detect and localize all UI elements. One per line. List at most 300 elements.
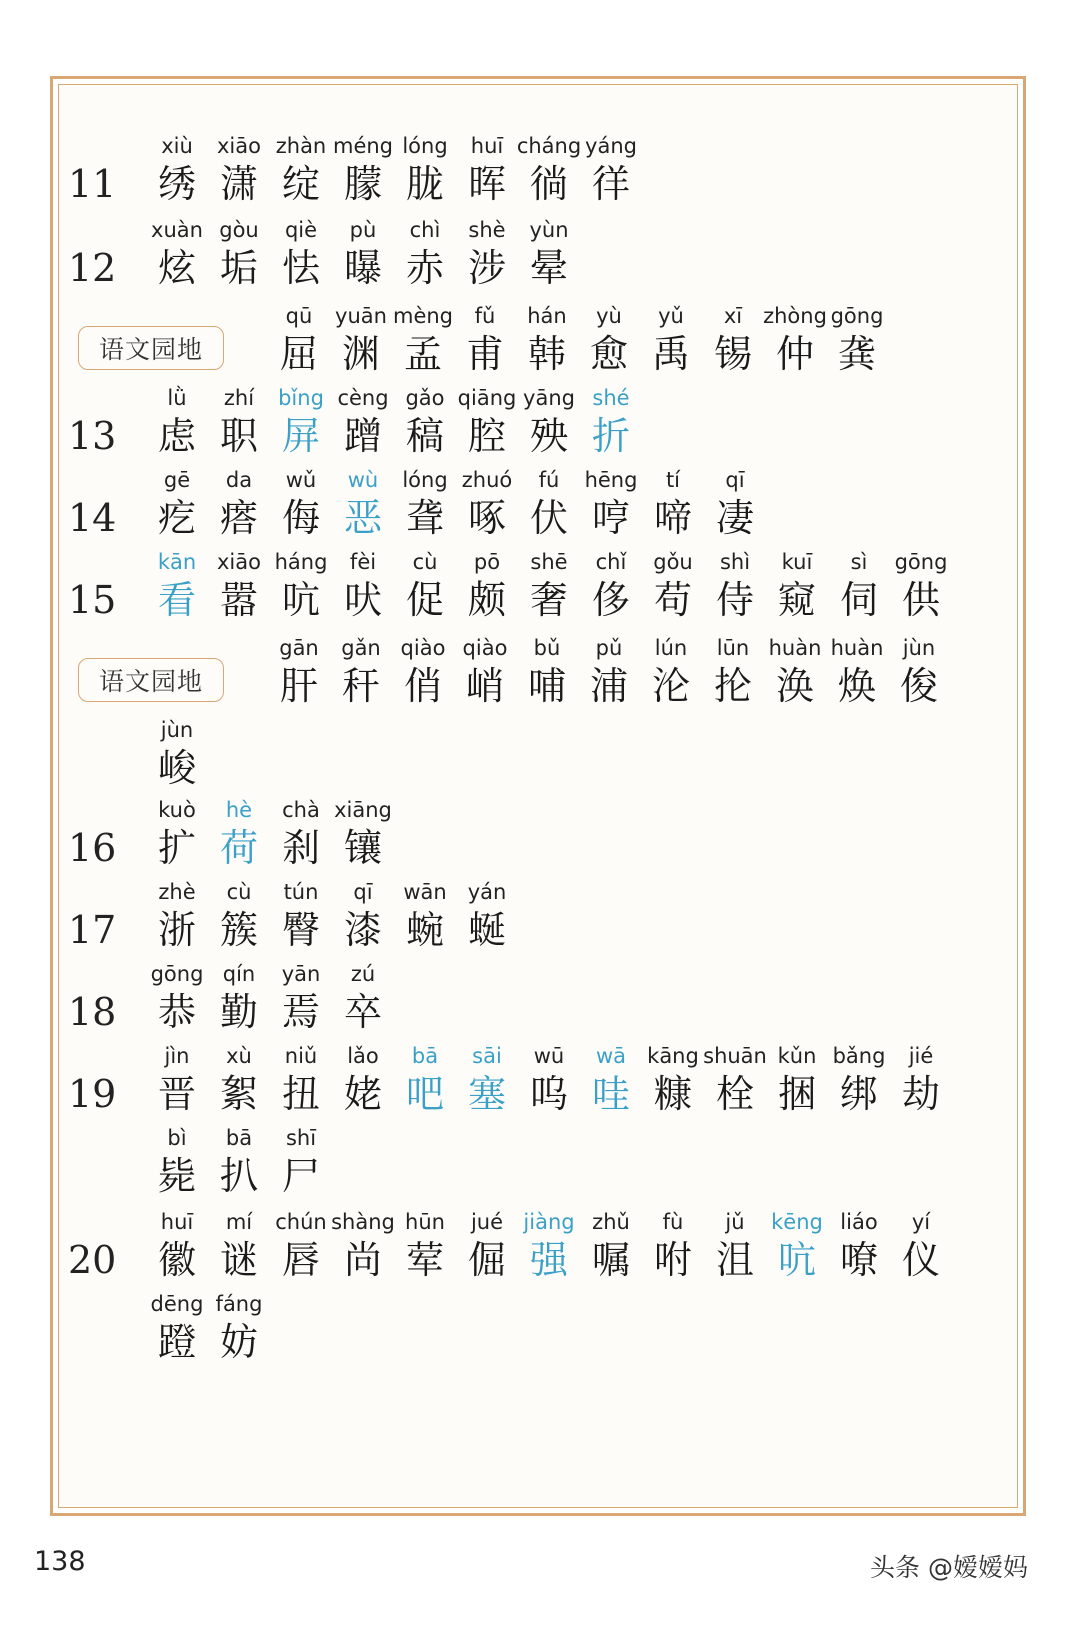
vocab-char	[206, 1208, 272, 1282]
pinyin: zhè	[158, 880, 196, 904]
pinyin: da	[225, 468, 253, 492]
pinyin: qī	[725, 468, 745, 492]
hanzi: 垢	[219, 246, 258, 290]
vocab-char	[826, 1208, 892, 1282]
vocab-char	[886, 634, 952, 708]
vocab-char	[392, 384, 458, 458]
pinyin: méng	[332, 134, 394, 158]
pinyin: hán	[527, 304, 567, 328]
pinyin: gē	[163, 468, 191, 492]
pinyin: qiào	[462, 636, 508, 660]
lesson-number: 11	[68, 162, 117, 206]
vocab-row	[0, 466, 1080, 540]
pinyin: xiāo	[217, 134, 261, 158]
hanzi: 徜	[529, 162, 568, 206]
hanzi: 晖	[467, 162, 506, 206]
vocab-char	[452, 302, 518, 376]
hanzi: 嚣	[219, 578, 258, 622]
lesson-number: 15	[68, 578, 117, 622]
vocab-char	[826, 548, 892, 622]
pinyin: kēng	[771, 1210, 823, 1234]
vocab-char	[144, 384, 210, 458]
lesson-number: 19	[68, 1072, 117, 1116]
pinyin: yán	[467, 880, 507, 904]
pinyin: yí	[911, 1210, 931, 1234]
pinyin: lún	[654, 636, 688, 660]
hanzi: 峭	[465, 664, 504, 708]
pinyin: gǒu	[653, 550, 693, 574]
pinyin: cù	[412, 550, 438, 574]
vocab-char-highlighted	[330, 466, 396, 540]
pinyin: shàng	[331, 1210, 395, 1234]
hanzi: 沦	[651, 664, 690, 708]
vocab-char	[454, 878, 520, 952]
vocab-char	[392, 878, 458, 952]
vocab-row	[0, 796, 1080, 870]
vocab-char	[640, 548, 706, 622]
pinyin: niǔ	[284, 1044, 318, 1068]
pinyin: bā	[411, 1044, 439, 1068]
vocab-char	[268, 216, 334, 290]
lesson-number: 14	[68, 496, 117, 540]
hanzi: 浙	[157, 908, 196, 952]
hanzi: 虑	[157, 414, 196, 458]
hanzi: 龚	[837, 332, 876, 376]
pinyin: huī	[470, 134, 504, 158]
vocab-char	[144, 216, 210, 290]
hanzi: 俏	[403, 664, 442, 708]
pinyin: sì	[850, 550, 868, 574]
pinyin: jué	[470, 1210, 504, 1234]
hanzi: 潇	[219, 162, 258, 206]
hanzi: 绑	[839, 1072, 878, 1116]
pinyin: kǔn	[777, 1044, 817, 1068]
pinyin: zhí	[223, 386, 255, 410]
vocab-row	[0, 548, 1080, 622]
vocab-char	[514, 302, 580, 376]
pinyin: wān	[403, 880, 447, 904]
vocab-char	[268, 1124, 334, 1198]
vocab-char-highlighted	[268, 384, 334, 458]
pinyin: fèi	[349, 550, 377, 574]
hanzi: 徽	[157, 1238, 196, 1282]
hanzi: 腔	[467, 414, 506, 458]
hanzi: 徉	[591, 162, 630, 206]
hanzi: 苟	[653, 578, 692, 622]
pinyin: cù	[226, 880, 252, 904]
hanzi: 蹭	[343, 414, 382, 458]
vocab-char	[702, 1208, 768, 1282]
hanzi: 啄	[467, 496, 506, 540]
vocab-char	[144, 1124, 210, 1198]
hanzi: 糠	[653, 1072, 692, 1116]
hanzi: 嘹	[839, 1238, 878, 1282]
hanzi: 秆	[341, 664, 380, 708]
hanzi: 尸	[281, 1154, 320, 1198]
hanzi: 焉	[281, 990, 320, 1034]
hanzi: 奢	[529, 578, 568, 622]
pinyin: shē	[530, 550, 568, 574]
vocab-char	[206, 1042, 272, 1116]
vocab-char	[454, 548, 520, 622]
hanzi: 卒	[343, 990, 382, 1034]
hanzi: 聋	[405, 496, 444, 540]
vocab-char	[206, 960, 272, 1034]
vocab-char	[268, 796, 334, 870]
pinyin: gān	[279, 636, 319, 660]
hanzi: 毙	[157, 1154, 196, 1198]
hanzi: 荷	[219, 826, 258, 870]
vocab-char	[452, 634, 518, 708]
vocab-char	[576, 302, 642, 376]
vocab-char	[578, 466, 644, 540]
hanzi: 栓	[715, 1072, 754, 1116]
pinyin: yáng	[585, 134, 637, 158]
hanzi: 涉	[467, 246, 506, 290]
hanzi: 韩	[527, 332, 566, 376]
hanzi: 折	[591, 414, 630, 458]
hanzi: 瘩	[219, 496, 258, 540]
pinyin: yuān	[335, 304, 387, 328]
vocab-char	[824, 634, 890, 708]
lesson-number: 17	[68, 908, 117, 952]
vocab-char	[330, 216, 396, 290]
hanzi: 劫	[901, 1072, 940, 1116]
vocab-char	[700, 302, 766, 376]
vocab-char	[516, 384, 582, 458]
vocab-char	[330, 384, 396, 458]
hanzi: 尚	[343, 1238, 382, 1282]
hanzi: 仲	[775, 332, 814, 376]
vocab-char	[888, 1042, 954, 1116]
hanzi: 晋	[157, 1072, 196, 1116]
pinyin: yù	[596, 304, 622, 328]
hanzi: 侈	[591, 578, 630, 622]
hanzi: 哼	[591, 496, 630, 540]
pinyin: tún	[283, 880, 319, 904]
pinyin: kāng	[647, 1044, 699, 1068]
vocab-char	[826, 1042, 892, 1116]
vocab-char	[144, 1042, 210, 1116]
vocab-char	[268, 132, 334, 206]
vocab-char	[516, 466, 582, 540]
pinyin: kuò	[158, 798, 196, 822]
vocab-char	[576, 634, 642, 708]
vocab-char-highlighted	[392, 1042, 458, 1116]
vocab-row	[0, 1124, 1080, 1198]
hanzi: 呜	[529, 1072, 568, 1116]
pinyin: shì	[719, 550, 751, 574]
pinyin: huàn	[830, 636, 884, 660]
hanzi: 勤	[219, 990, 258, 1034]
vocab-row	[0, 716, 1080, 790]
hanzi: 朦	[343, 162, 382, 206]
hanzi: 赤	[405, 246, 444, 290]
hanzi: 倔	[467, 1238, 506, 1282]
pinyin: yùn	[529, 218, 569, 242]
vocab-char	[702, 1042, 768, 1116]
hanzi: 看	[157, 578, 196, 622]
vocab-row	[0, 960, 1080, 1034]
pinyin: mèng	[392, 304, 454, 328]
pinyin: lūn	[716, 636, 750, 660]
pinyin: gǎn	[341, 636, 381, 660]
hanzi: 抡	[713, 664, 752, 708]
vocab-char	[206, 1290, 272, 1364]
vocab-char	[268, 548, 334, 622]
hanzi: 荤	[405, 1238, 444, 1282]
vocab-row	[0, 1208, 1080, 1282]
vocab-char	[144, 132, 210, 206]
hanzi: 漆	[343, 908, 382, 952]
vocab-char	[392, 132, 458, 206]
hanzi: 啼	[653, 496, 692, 540]
hanzi: 胧	[405, 162, 444, 206]
vocab-char	[330, 878, 396, 952]
pinyin: qū	[285, 304, 313, 328]
hanzi: 肝	[279, 664, 318, 708]
hanzi: 绽	[281, 162, 320, 206]
pinyin: bì	[167, 1126, 187, 1150]
pinyin: chún	[275, 1210, 327, 1234]
hanzi: 炫	[157, 246, 196, 290]
vocab-char	[266, 302, 332, 376]
vocab-char	[268, 878, 334, 952]
vocab-row	[0, 132, 1080, 206]
pinyin: gōng	[150, 962, 204, 986]
hanzi: 妨	[219, 1320, 258, 1364]
vocab-char	[390, 634, 456, 708]
hanzi: 哺	[527, 664, 566, 708]
vocab-char-highlighted	[516, 1208, 582, 1282]
vocab-char	[268, 1208, 334, 1282]
pinyin: liáo	[840, 1210, 878, 1234]
hanzi: 曝	[343, 246, 382, 290]
pinyin: yān	[281, 962, 321, 986]
vocab-char	[144, 960, 210, 1034]
vocab-char	[888, 548, 954, 622]
hanzi: 窥	[777, 578, 816, 622]
hanzi: 蹬	[157, 1320, 196, 1364]
pinyin: jié	[908, 1044, 934, 1068]
pinyin: jùn	[160, 718, 194, 742]
hanzi: 捆	[777, 1072, 816, 1116]
vocab-char	[330, 132, 396, 206]
vocab-char	[144, 466, 210, 540]
pinyin: jǔ	[725, 1210, 745, 1234]
hanzi: 仪	[901, 1238, 940, 1282]
vocab-char	[762, 302, 828, 376]
pinyin: zhuó	[461, 468, 513, 492]
pinyin: wǔ	[285, 468, 317, 492]
hanzi: 涣	[775, 664, 814, 708]
vocab-char	[144, 878, 210, 952]
hanzi: 哇	[591, 1072, 630, 1116]
hanzi: 沮	[715, 1238, 754, 1282]
pinyin: shī	[285, 1126, 317, 1150]
pinyin: yǔ	[658, 304, 684, 328]
pinyin: zú	[350, 962, 376, 986]
pinyin: fù	[662, 1210, 684, 1234]
pinyin: bǐng	[278, 386, 324, 410]
hanzi: 扩	[157, 826, 196, 870]
pinyin: fǔ	[474, 304, 496, 328]
pinyin: jùn	[902, 636, 936, 660]
vocab-char	[824, 302, 890, 376]
hanzi: 禹	[651, 332, 690, 376]
hanzi: 吧	[405, 1072, 444, 1116]
pinyin: jìn	[164, 1044, 190, 1068]
vocab-char	[390, 302, 456, 376]
lesson-number: 13	[68, 414, 117, 458]
pinyin: mí	[225, 1210, 253, 1234]
vocab-char	[762, 634, 828, 708]
hanzi: 凄	[715, 496, 754, 540]
vocab-char-highlighted	[578, 1042, 644, 1116]
vocab-char	[268, 466, 334, 540]
pinyin: zhòng	[763, 304, 827, 328]
hanzi: 殃	[529, 414, 568, 458]
vocab-char	[888, 1208, 954, 1282]
pinyin: zhǔ	[592, 1210, 630, 1234]
pinyin: qiè	[284, 218, 318, 242]
hanzi: 稿	[405, 414, 444, 458]
vocab-char-highlighted	[454, 1042, 520, 1116]
pinyin: huàn	[768, 636, 822, 660]
vocab-char	[702, 466, 768, 540]
hanzi: 吠	[343, 578, 382, 622]
vocab-char	[206, 1124, 272, 1198]
hanzi: 渊	[341, 332, 380, 376]
pinyin: pǔ	[595, 636, 623, 660]
pinyin: shuān	[703, 1044, 767, 1068]
pinyin: qín	[222, 962, 256, 986]
hanzi: 侍	[715, 578, 754, 622]
pinyin: hēng	[584, 468, 638, 492]
pinyin: zhàn	[275, 134, 327, 158]
hanzi: 孟	[403, 332, 442, 376]
vocab-char	[266, 634, 332, 708]
hanzi: 屈	[279, 332, 318, 376]
vocab-char	[454, 466, 520, 540]
vocab-char	[700, 634, 766, 708]
hanzi: 蜿	[405, 908, 444, 952]
vocab-char	[144, 1290, 210, 1364]
vocab-char	[330, 1208, 396, 1282]
vocab-char	[330, 796, 396, 870]
pinyin: dēng	[150, 1292, 204, 1316]
vocab-char	[638, 302, 704, 376]
pinyin: chà	[282, 798, 320, 822]
vocab-row	[0, 216, 1080, 290]
pinyin: bǎng	[832, 1044, 886, 1068]
pinyin: huī	[160, 1210, 194, 1234]
vocab-char	[330, 960, 396, 1034]
vocab-char-highlighted	[578, 384, 644, 458]
pinyin: lǜ	[167, 386, 187, 410]
pinyin: cèng	[337, 386, 389, 410]
hanzi: 伏	[529, 496, 568, 540]
pinyin: háng	[274, 550, 328, 574]
vocab-char-highlighted	[764, 1208, 830, 1282]
pinyin: wā	[595, 1044, 627, 1068]
pinyin: pù	[349, 218, 377, 242]
pinyin: gōng	[894, 550, 948, 574]
pinyin: lǎo	[347, 1044, 379, 1068]
watermark: 头条 @嫒嫒妈	[870, 1553, 1028, 1582]
hanzi: 簇	[219, 908, 258, 952]
hanzi: 供	[901, 578, 940, 622]
hanzi: 愈	[589, 332, 628, 376]
vocab-char	[392, 466, 458, 540]
vocab-char	[144, 1208, 210, 1282]
hanzi: 恶	[343, 496, 382, 540]
hanzi: 蜒	[467, 908, 506, 952]
pinyin: xuàn	[151, 218, 203, 242]
hanzi: 伺	[839, 578, 878, 622]
vocab-char	[516, 548, 582, 622]
pinyin: bǔ	[533, 636, 561, 660]
hanzi: 颇	[467, 578, 506, 622]
hanzi: 唇	[281, 1238, 320, 1282]
vocab-row	[0, 302, 1080, 376]
section-badge: 语文园地	[78, 326, 224, 370]
hanzi: 塞	[467, 1072, 506, 1116]
pinyin: kān	[157, 550, 197, 574]
vocab-char	[206, 878, 272, 952]
vocab-char	[206, 548, 272, 622]
pinyin: wū	[533, 1044, 565, 1068]
lesson-number: 18	[68, 990, 117, 1034]
vocab-char	[328, 302, 394, 376]
hanzi: 屏	[281, 414, 320, 458]
hanzi: 姥	[343, 1072, 382, 1116]
vocab-char	[330, 1042, 396, 1116]
hanzi: 咐	[653, 1238, 692, 1282]
vocab-char-highlighted	[144, 548, 210, 622]
vocab-char	[206, 384, 272, 458]
pinyin: xiāo	[217, 550, 261, 574]
hanzi: 绣	[157, 162, 196, 206]
pinyin: hūn	[405, 1210, 445, 1234]
vocab-char	[144, 716, 210, 790]
pinyin: xī	[723, 304, 743, 328]
vocab-char	[514, 634, 580, 708]
vocab-char	[640, 466, 706, 540]
vocab-row	[0, 878, 1080, 952]
pinyin: gòu	[219, 218, 259, 242]
hanzi: 疙	[157, 496, 196, 540]
hanzi: 怯	[281, 246, 320, 290]
pinyin: gǎo	[405, 386, 445, 410]
vocab-char	[206, 216, 272, 290]
vocab-char	[454, 384, 520, 458]
section-badge: 语文园地	[78, 658, 224, 702]
hanzi: 俊	[899, 664, 938, 708]
vocab-char	[328, 634, 394, 708]
pinyin: pō	[473, 550, 501, 574]
hanzi: 镶	[343, 826, 382, 870]
pinyin: xiāng	[334, 798, 392, 822]
vocab-char	[454, 216, 520, 290]
vocab-char	[578, 548, 644, 622]
pinyin: xiù	[161, 134, 193, 158]
hanzi: 刹	[281, 826, 320, 870]
vocab-char	[392, 216, 458, 290]
pinyin: cháng	[516, 134, 582, 158]
vocab-char	[268, 1042, 334, 1116]
pinyin: kuī	[781, 550, 813, 574]
